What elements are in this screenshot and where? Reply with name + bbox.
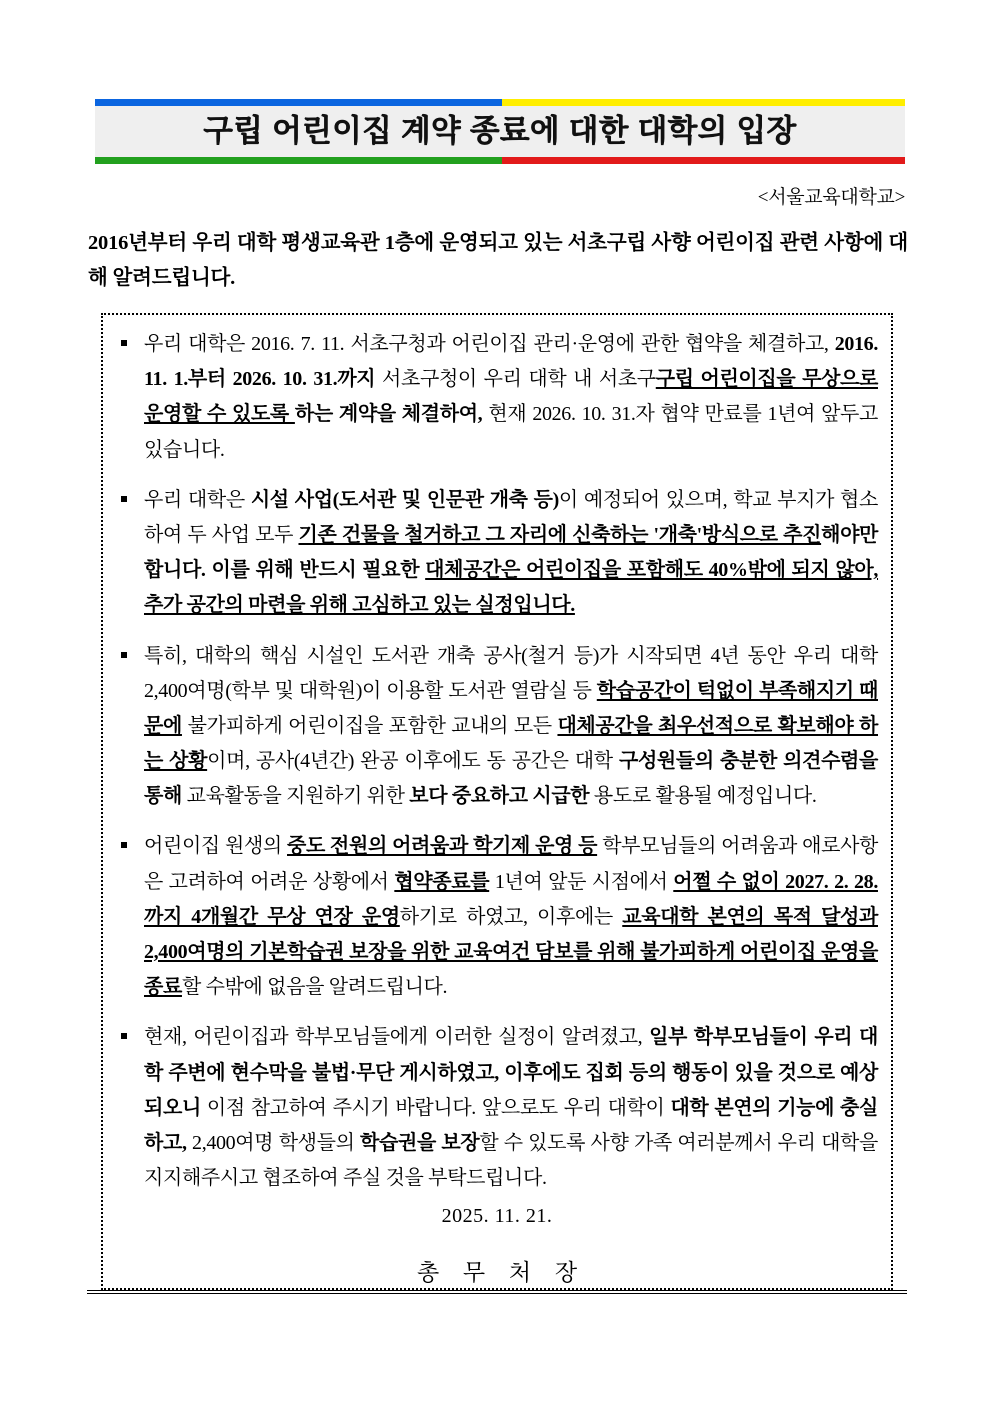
bullet-text-run: 우리 대학은 xyxy=(144,488,251,511)
bullet-text-run: 하기로 하였고, 이후에는 xyxy=(399,905,623,928)
bullet-text-run: 1년여 앞둔 시점에서 xyxy=(489,870,674,893)
bullet-item xyxy=(115,639,878,815)
bullet-marker-icon xyxy=(121,652,127,658)
bar-bottom-left-green xyxy=(95,157,502,164)
bullet-text-run: 하는 계약을 체결하여, xyxy=(294,403,483,426)
bullet-text-run: 이점 참고하여 주시기 바랍니다. 앞으로도 우리 대학이 xyxy=(200,1096,671,1119)
bullet-text-run: 대체공간을 최우선적으로 확보해야 하는 상황 xyxy=(144,714,878,773)
attribution: <서울교육대학교> xyxy=(757,187,905,208)
title-top-bars xyxy=(95,99,905,106)
bullet-text-run: 불가피하게 어린이집을 포함한 교내의 모든 xyxy=(181,714,558,737)
bullet-text-run: 현재 2026. 10. 31.자 협약 만료를 1년여 앞두고 있습니다. xyxy=(144,403,878,461)
bullet-text-run: 구립 어린이집을 무상으로 운영할 수 있도록 xyxy=(144,368,878,426)
bullet-text-run: 어쩔 수 없이 2027. 2. 28.까지 4개월간 무상 연장 운영 xyxy=(144,870,878,928)
bullet-item xyxy=(115,829,878,1005)
document-date: 2025. 11. 21. xyxy=(441,1205,553,1227)
bullet-item xyxy=(115,327,878,468)
bullet-text-run: 시설 사업(도서관 및 인문관 개축 등) xyxy=(250,488,559,511)
bullet-item xyxy=(115,1020,878,1196)
bar-top-left-blue xyxy=(95,99,502,106)
bullet-marker-icon xyxy=(121,1033,127,1039)
bullet-text-run: 우리 대학은 2016. 7. 11. 서초구청과 어린이집 관리·운영에 관한 협약을 체결하고, xyxy=(144,333,835,355)
bullet-text-run: 보다 중요하고 시급한 xyxy=(409,785,590,808)
title-bottom-bars xyxy=(95,157,905,164)
bullet-text-run: 학부모님들의 어려움과 애로사항은 고려하여 어려운 상황에서 xyxy=(144,835,879,893)
page-title: 구립 어린이집 계약 종료에 대한 대학의 입장 xyxy=(203,114,797,148)
bullet-text-run: 교육대학 본연의 목적 달성과 2,400여명의 기본학습권 보장을 위한 교육여건 담보를 위해 불가피하게 어린이집 운영을 종료 xyxy=(144,905,878,999)
bullet-list xyxy=(115,327,905,1196)
bullet-text-run: 교육활동을 지원하기 위한 xyxy=(181,785,410,808)
document-footer xyxy=(101,1205,893,1287)
bullet-text-run: 2016. 11. 1.부터 2026. 10. 31.까지 xyxy=(144,333,878,391)
bar-bottom-right-red xyxy=(502,157,905,164)
bullet-text-run: 이 예정되어 있으며, 학교 부지가 협소하여 두 사업 모두 xyxy=(144,488,878,546)
bullet-text-run: 2,400여명 학생들의 xyxy=(186,1131,361,1154)
bullet-marker-icon xyxy=(121,496,127,502)
bullet-text-run: 특히, 대학의 핵심 시설인 도서관 개축 공사(철거 등)가 시작되면 4년 동안 우리 대학 2,400여명(학부 및 대학원)이 이용할 도서관 열람실 등 xyxy=(144,644,878,702)
bullet-text-run: 용도로 활용될 예정입니다. xyxy=(589,785,817,808)
bullet-text-run: 해야만 합니다. 이를 위해 xyxy=(144,523,879,582)
bullet-text-run: 이며, 공사(4년간) 완공 이후에도 동 공간은 대학 xyxy=(207,750,619,773)
bullet-text-run: 반드시 필요한 xyxy=(299,559,426,582)
bullet-text-run: 중도 전원의 어려움과 학기제 운영 등 xyxy=(287,835,598,858)
bullet-text-run: 구성원들의 충분한 의견수렴을 통해 xyxy=(144,750,878,808)
title-banner xyxy=(95,99,905,164)
footer-double-rule xyxy=(87,1290,907,1294)
title-background xyxy=(95,106,905,157)
bullet-text-run: 할 수 있도록 사향 가족 여러분께서 우리 대학을 지지해주시고 협조하여 주실 것을 부탁드립니다. xyxy=(144,1131,878,1190)
bar-top-right-yellow xyxy=(502,99,905,106)
bullet-text-run: 할 수밖에 없음을 알려드립니다. xyxy=(181,976,448,999)
intro-text: 2016년부터 우리 대학 평생교육관 1층에 운영되고 있는 서초구립 사향 어린이집 관련 사항에 대해 알려드립니다. xyxy=(88,232,908,290)
bullet-text-run: 협약종료를 xyxy=(394,870,490,893)
bullet-item xyxy=(115,483,878,624)
bullet-text-run: 대학 본연의 기능에 충실하고, xyxy=(144,1096,878,1154)
bullet-text-run: 현재, 어린이집과 학부모님들에게 이러한 실정이 알려졌고, xyxy=(144,1026,650,1049)
bullet-marker-icon xyxy=(121,842,127,848)
bullet-text-run: 일부 학부모님들이 우리 대학 주변에 현수막을 불법·무단 게시하였고, 이후에도 집회 등의 행동이 있을 것으로 예상되오니 xyxy=(144,1026,878,1119)
bullet-marker-icon xyxy=(121,340,127,346)
bullet-text-run: 학습공간이 턱없이 부족해지기 때문에 xyxy=(144,679,878,737)
bullet-text-run: 학습권을 보장 xyxy=(360,1131,480,1154)
bullet-text-run: 서초구청이 우리 대학 내 서초구 xyxy=(375,368,656,391)
bullet-text-run: 대체공간은 어린이집을 포함해도 40%밖에 되지 않아, 추가 공간의 마련을 위해 고심하고 있는 실정입니다. xyxy=(144,559,879,617)
bullet-text-run: 어린이집 원생의 xyxy=(144,835,288,858)
bullet-text-run: 기존 건물을 철거하고 그 자리에 신축하는 '개축'방식으로 추진 xyxy=(298,523,822,546)
document-signature: 총 무 처 장 xyxy=(416,1260,587,1285)
intro-paragraph xyxy=(88,226,908,297)
